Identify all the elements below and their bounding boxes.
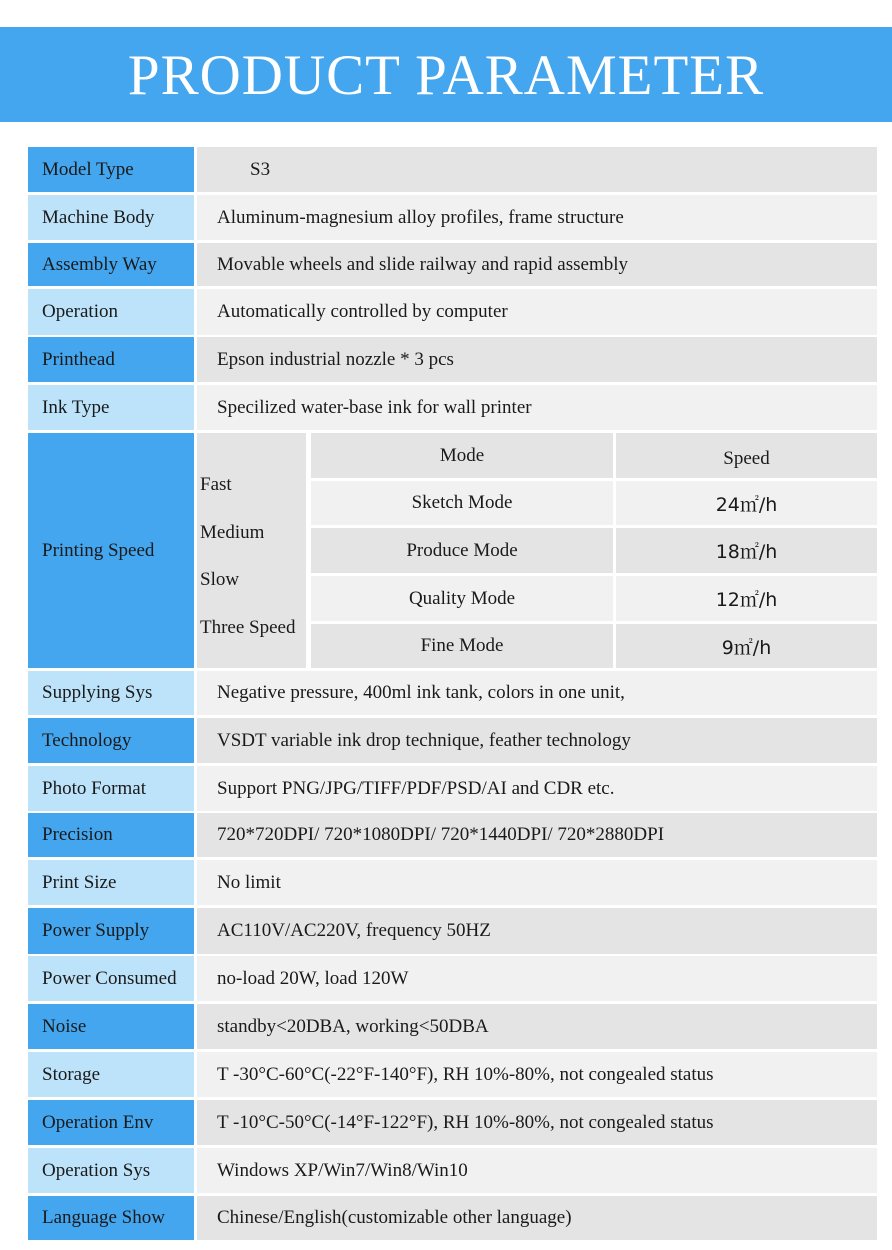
row-label: Operation Env	[28, 1100, 194, 1145]
row-value: Aluminum-magnesium alloy profiles, frame structure	[197, 195, 877, 240]
row-value: Specilized water-base ink for wall printer	[197, 385, 877, 430]
speed-level: Medium	[200, 522, 265, 543]
row-label: Operation	[28, 289, 194, 335]
row-label: Operation Sys	[28, 1148, 194, 1193]
row-value: no-load 20W, load 120W	[197, 956, 877, 1001]
mode-row	[311, 576, 877, 621]
printing-speed-row	[28, 433, 877, 668]
row-value: T -30°C-60°C(-22°F-140°F), RH 10%-80%, not congealed status	[197, 1052, 877, 1097]
table-row	[28, 1052, 877, 1097]
speed-level: Three Speed	[200, 617, 296, 638]
row-value: AC110V/AC220V, frequency 50HZ	[197, 908, 877, 954]
row-label: Model Type	[28, 147, 194, 192]
mode-row	[311, 528, 877, 573]
mode-row	[311, 481, 877, 525]
page-title: PRODUCT PARAMETER	[127, 44, 765, 107]
row-value: Negative pressure, 400ml ink tank, colors in one unit,	[197, 671, 877, 715]
table-row	[28, 671, 877, 715]
mode-speed: 18㎡/h	[616, 528, 877, 573]
row-label: Photo Format	[28, 766, 194, 811]
row-value: Movable wheels and slide railway and rapid assembly	[197, 243, 877, 286]
table-row	[28, 385, 877, 430]
row-value: T -10°C-50°C(-14°F-122°F), RH 10%-80%, not congealed status	[197, 1100, 877, 1145]
table-row	[28, 147, 877, 192]
title-banner	[0, 27, 892, 122]
row-value: Epson industrial nozzle * 3 pcs	[197, 337, 877, 382]
row-label: Language Show	[28, 1196, 194, 1240]
row-label: Assembly Way	[28, 243, 194, 286]
row-label: Power Supply	[28, 908, 194, 954]
row-label: Storage	[28, 1052, 194, 1097]
mode-name: Fine Mode	[311, 624, 613, 668]
table-row	[28, 766, 877, 811]
row-label: Ink Type	[28, 385, 194, 430]
row-value: 720*720DPI/ 720*1080DPI/ 720*1440DPI/ 720*2880DPI	[197, 813, 877, 857]
mode-header: Mode	[311, 433, 613, 478]
row-value: No limit	[197, 860, 877, 905]
table-row	[28, 1196, 877, 1240]
table-row	[28, 1100, 877, 1145]
mode-speed: 9㎡/h	[616, 624, 877, 668]
row-label: Technology	[28, 718, 194, 763]
row-label: Machine Body	[28, 195, 194, 240]
mode-speed: 24㎡/h	[616, 481, 877, 525]
mode-name: Produce Mode	[311, 528, 613, 573]
speed-header	[311, 433, 877, 478]
row-label: Printing Speed	[28, 433, 194, 668]
table-row	[28, 289, 877, 335]
row-label: Print Size	[28, 860, 194, 905]
speed-header-cell: Speed	[616, 433, 877, 478]
row-value: Automatically controlled by computer	[197, 289, 877, 335]
table-row	[28, 813, 877, 857]
table-row	[28, 1148, 877, 1193]
table-row	[28, 956, 877, 1001]
row-value: Chinese/English(customizable other language)	[197, 1196, 877, 1240]
speed-level: Slow	[200, 569, 240, 590]
row-value: standby<20DBA, working<50DBA	[197, 1004, 877, 1049]
table-row	[28, 1004, 877, 1049]
row-value: Support PNG/JPG/TIFF/PDF/PSD/AI and CDR etc.	[197, 766, 877, 811]
row-label: Printhead	[28, 337, 194, 382]
row-label: Power Consumed	[28, 956, 194, 1001]
row-label: Precision	[28, 813, 194, 857]
row-value: Windows XP/Win7/Win8/Win10	[197, 1148, 877, 1193]
table-row	[28, 718, 877, 763]
row-value: VSDT variable ink drop technique, feather technology	[197, 718, 877, 763]
mode-name: Sketch Mode	[311, 481, 613, 525]
mode-speed: 12㎡/h	[616, 576, 877, 621]
mode-name: Quality Mode	[311, 576, 613, 621]
speed-level: Fast	[200, 474, 232, 495]
row-label: Supplying Sys	[28, 671, 194, 715]
speed-levels	[197, 433, 306, 668]
row-value: S3	[197, 147, 877, 192]
table-row	[28, 243, 877, 286]
row-label: Noise	[28, 1004, 194, 1049]
mode-row	[311, 624, 877, 668]
table-row	[28, 195, 877, 240]
table-row	[28, 337, 877, 382]
table-row	[28, 908, 877, 954]
table-row	[28, 860, 877, 905]
